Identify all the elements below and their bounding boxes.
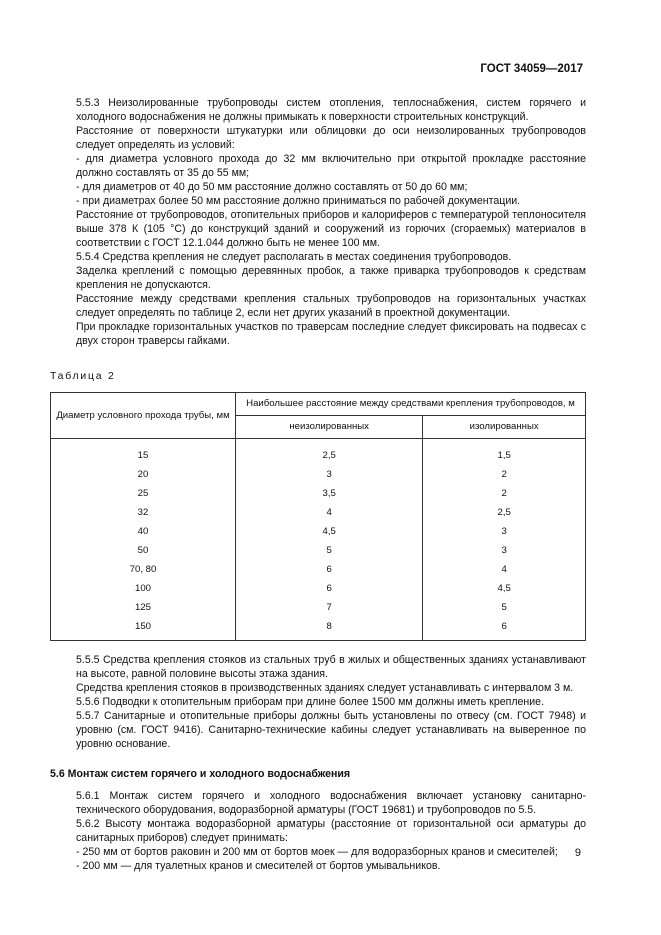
table-cell: 3 [423,522,586,541]
table-cell: 25 [51,484,236,503]
table-cell: 5 [236,541,423,560]
table-cell: 2 [423,465,586,484]
list-item: - 200 мм — для туалетных кранов и смесителей от бортов умывальников. [76,860,441,872]
table-cell: 1,5 [423,439,586,466]
table-cell: 20 [51,465,236,484]
paragraph: Расстояние от поверхности штукатурки или облицовки до оси неизолированных трубопроводов следует определять из условий: [76,125,586,151]
table-cell: 3,5 [236,484,423,503]
paragraph: При прокладке горизонтальных участков по траверсам последние следует фиксировать на подвесах с двух сторон траверсы гайками. [76,321,586,347]
paragraph: Средства крепления стояков в производственных зданиях следует устанавливать с интервалом 3 м. [76,682,574,694]
table-row [51,484,586,503]
table-cell: 100 [51,579,236,598]
table-header-diameter: Диаметр условного прохода трубы, мм [51,393,236,439]
table-cell: 2,5 [236,439,423,466]
paragraph: 5.5.7 Санитарные и отопительные приборы должны быть установлены по отвесу (см. ГОСТ 7948) и уровню (см. ГОСТ 9416). Санитарно-технические кабины следует устанавливать на выверенное по уровню основание. [76,710,586,750]
table-cell: 2 [423,484,586,503]
table-cell: 3 [423,541,586,560]
page-content [50,96,586,873]
table-row [51,579,586,598]
table-header-uninsulated: неизолированных [236,416,423,439]
table-cell: 4 [236,503,423,522]
table-caption: Таблица 2 [50,371,116,382]
table-row [51,598,586,617]
table-cell: 40 [51,522,236,541]
table-cell: 50 [51,541,236,560]
paragraph: 5.5.6 Подводки к отопительным приборам при длине более 1500 мм должны иметь крепление. [76,696,545,708]
table-row [51,503,586,522]
table-cell: 15 [51,439,236,466]
table-header-group: Наибольшее расстояние между средствами крепления трубопроводов, м [236,393,586,416]
table-row [51,617,586,641]
table-row [51,465,586,484]
table-cell: 2,5 [423,503,586,522]
paragraph: 5.5.4 Средства крепления не следует располагать в местах соединения трубопроводов. [76,251,512,263]
table-cell: 125 [51,598,236,617]
table-cell: 70, 80 [51,560,236,579]
table-cell: 4 [423,560,586,579]
paragraph: 5.5.3 Неизолированные трубопроводы систем отопления, теплоснабжения, систем горячего и холодного водоснабжения не должны примыкать к поверхности строительных конструкций. [76,97,586,123]
table-cell: 5 [423,598,586,617]
page-number: 9 [574,847,581,859]
paragraph: 5.5.5 Средства крепления стояков из стальных труб в жилых и общественных зданиях устанавливают на высоте, равной половине высоты этажа здания. [76,654,586,680]
table-cell: 6 [423,617,586,641]
table-row [51,541,586,560]
distance-table [50,392,586,641]
paragraph: 5.6.1 Монтаж систем горячего и холодного водоснабжения включает установку санитарно-технического оборудования, водоразборной арматуры (ГОСТ 19681) и трубопроводов по 5.5. [76,790,586,816]
table-row [51,560,586,579]
list-item: - 250 мм от бортов раковин и 200 мм от бортов моек — для водоразборных кранов и смесителей; [76,846,558,858]
table-cell: 4,5 [423,579,586,598]
table-row [51,439,586,466]
list-item: - при диаметрах более 50 мм расстояние должно приниматься по рабочей документации. [76,195,521,207]
table-header-insulated: изолированных [423,416,586,439]
paragraph: Расстояние от трубопроводов, отопительных приборов и калориферов с температурой теплоносителя выше 378 К (105 °С) до конструкций зданий и сооружений из горючих (сгораемых) материалов в соответствии с ГОСТ 12.1.044 должно быть не менее 100 мм. [76,209,586,249]
table-cell: 3 [236,465,423,484]
paragraph: Расстояние между средствами крепления стальных трубопроводов на горизонтальных участках следует определять по таблице 2, если нет других указаний в проектной документации. [76,293,586,319]
paragraph: Заделка креплений с помощью деревянных пробок, а также приварка трубопроводов к средствам крепления не допускаются. [76,265,586,291]
table-cell: 6 [236,579,423,598]
list-item: - для диаметра условного прохода до 32 мм включительно при открытой прокладке расстояние должно составлять от 35 до 55 мм; [76,153,586,179]
paragraph: 5.6.2 Высоту монтажа водоразборной арматуры (расстояние от горизонтальной оси арматуры до санитарных приборов) следует принимать: [76,818,586,844]
table-row [51,522,586,541]
section-heading: 5.6 Монтаж систем горячего и холодного водоснабжения [50,768,351,780]
table-cell: 7 [236,598,423,617]
table-cell: 6 [236,560,423,579]
table-cell: 150 [51,617,236,641]
table-cell: 32 [51,503,236,522]
table-cell: 4,5 [236,522,423,541]
list-item: - для диаметров от 40 до 50 мм расстояние должно составлять от 50 до 60 мм; [76,181,468,193]
document-code: ГОСТ 34059—2017 [480,63,583,75]
table-cell: 8 [236,617,423,641]
